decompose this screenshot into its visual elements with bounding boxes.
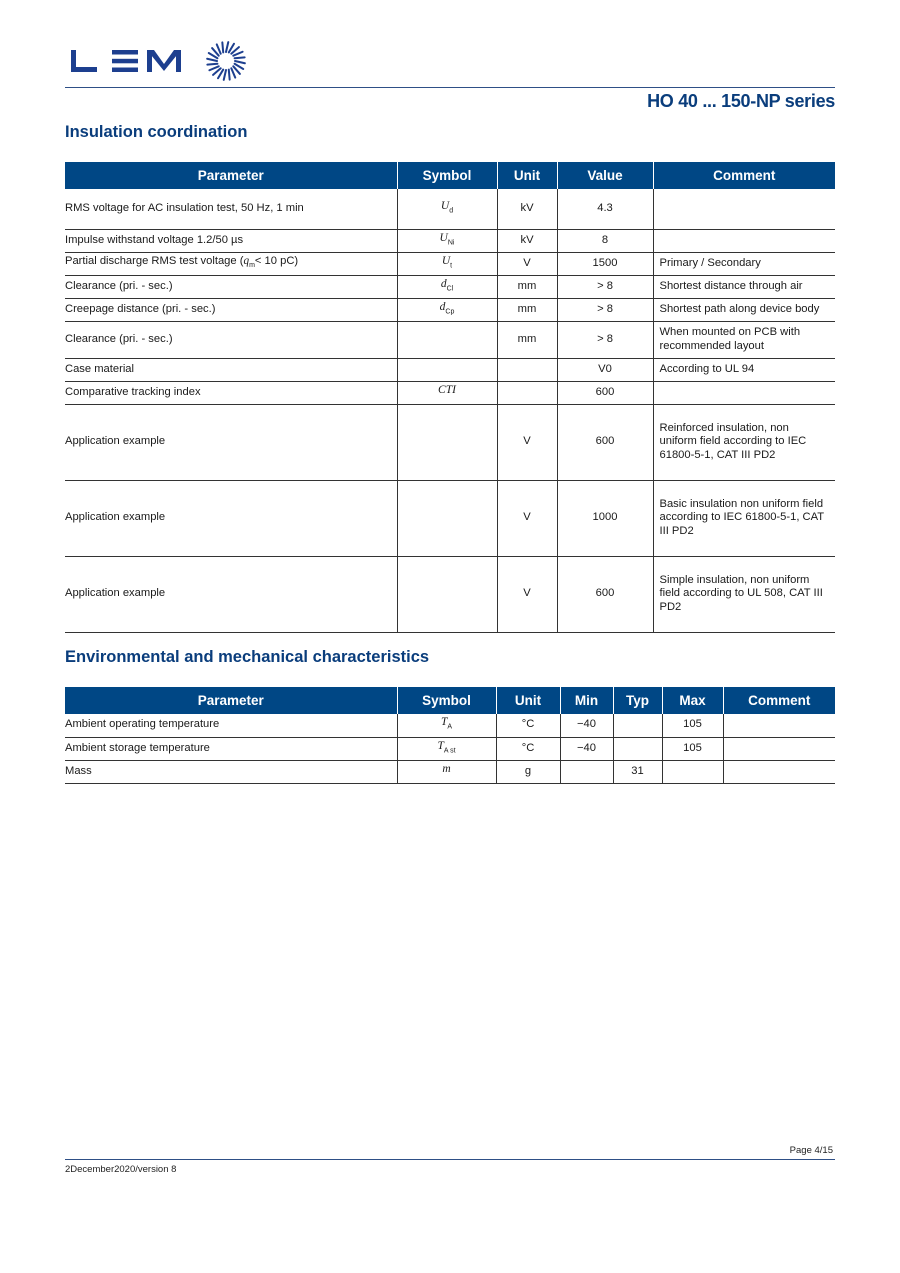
comment-cell: Simple insulation, non uniform field according to UL 508, CAT III PD2 — [653, 556, 835, 632]
column-header: Parameter — [65, 687, 397, 714]
column-header: Max — [662, 687, 723, 714]
sunburst-ray — [226, 42, 228, 52]
unit-cell: mm — [497, 321, 557, 358]
unit-cell: g — [496, 760, 560, 783]
max-cell — [662, 760, 723, 783]
symbol-cell: $U_{Ni}$ — [439, 231, 455, 246]
table-row — [65, 189, 835, 229]
unit-cell — [497, 381, 557, 404]
comment-cell: Reinforced insulation, non uniform field according to IEC 61800-5-1, CAT III PD2 — [653, 404, 835, 480]
unit-cell: kV — [497, 229, 557, 252]
symbol-cell: $U_t$ — [441, 254, 453, 269]
value-cell: > 8 — [557, 298, 653, 321]
unit-cell: mm — [497, 275, 557, 298]
table-row — [65, 298, 835, 321]
column-header: Typ — [613, 687, 662, 714]
parameter-cell: Mass — [65, 760, 397, 783]
page-number: Page 4/15 — [789, 1145, 833, 1156]
parameter-cell: Application example — [65, 556, 397, 632]
symbol-cell: $d_{Cl}$ — [440, 277, 454, 292]
value-cell: 1500 — [557, 252, 653, 275]
table-header-row — [65, 687, 835, 714]
unit-cell — [497, 358, 557, 381]
table-header-row — [65, 162, 835, 189]
value-cell: 4.3 — [557, 189, 653, 229]
version-info: 2December2020/version 8 — [65, 1164, 177, 1175]
column-header: Comment — [653, 162, 835, 189]
table-row — [65, 404, 835, 480]
typ-cell — [613, 737, 662, 760]
unit-cell: V — [497, 252, 557, 275]
max-cell: 105 — [662, 714, 723, 737]
sunburst-ray — [209, 66, 218, 70]
value-cell: > 8 — [557, 275, 653, 298]
sunburst-ray — [207, 64, 217, 65]
comment-cell — [653, 189, 835, 229]
comment-cell — [653, 229, 835, 252]
symbol-cell: $d_{Cp}$ — [439, 300, 455, 315]
sunburst-ray — [235, 57, 245, 58]
parameter-cell: Creepage distance (pri. - sec.) — [65, 298, 397, 321]
column-header: Value — [557, 162, 653, 189]
column-header: Parameter — [65, 162, 397, 189]
comment-cell: Primary / Secondary — [653, 252, 835, 275]
parameter-cell: Ambient storage temperature — [65, 737, 397, 760]
sunburst-ray — [224, 70, 226, 80]
comment-cell: Basic insulation non uniform field according to IEC 61800-5-1, CAT III PD2 — [653, 480, 835, 556]
lem-logo — [68, 38, 250, 84]
table-row — [65, 556, 835, 632]
table-row — [65, 714, 835, 737]
sunburst-ray — [222, 42, 223, 52]
insulation-section-title: Insulation coordination — [65, 123, 248, 141]
parameter-cell: Clearance (pri. - sec.) — [65, 275, 397, 298]
sunburst-ray — [207, 59, 217, 61]
table-row — [65, 252, 835, 275]
comment-cell — [723, 737, 835, 760]
sunburst-ray — [231, 68, 235, 77]
header-divider — [65, 87, 835, 88]
unit-cell: V — [497, 480, 557, 556]
parameter-cell: Impulse withstand voltage 1.2/50 µs — [65, 229, 397, 252]
unit-cell: kV — [497, 189, 557, 229]
parameter-cell: Application example — [65, 404, 397, 480]
value-cell: > 8 — [557, 321, 653, 358]
unit-cell: V — [497, 556, 557, 632]
unit-cell: °C — [496, 737, 560, 760]
unit-cell: °C — [496, 714, 560, 737]
value-cell: 600 — [557, 556, 653, 632]
lem-wordmark — [71, 50, 181, 72]
comment-cell — [723, 714, 835, 737]
symbol-cell: CTI — [438, 383, 456, 396]
footer-divider — [65, 1159, 835, 1160]
sunburst-ray — [235, 61, 245, 63]
table-row — [65, 737, 835, 760]
comment-cell: According to UL 94 — [653, 358, 835, 381]
parameter-cell: Case material — [65, 358, 397, 381]
insulation-table — [65, 162, 835, 633]
column-header: Symbol — [397, 687, 496, 714]
symbol-cell: $T_{A st}$ — [437, 739, 456, 754]
value-cell: 600 — [557, 381, 653, 404]
typ-cell — [613, 714, 662, 737]
sunburst-ray — [233, 52, 242, 56]
sunburst-ray — [217, 44, 221, 53]
column-header: Min — [560, 687, 613, 714]
parameter-cell: Comparative tracking index — [65, 381, 397, 404]
min-cell: −40 — [560, 714, 613, 737]
table-row — [65, 480, 835, 556]
max-cell: 105 — [662, 737, 723, 760]
value-cell: V0 — [557, 358, 653, 381]
min-cell — [560, 760, 613, 783]
column-header: Comment — [723, 687, 835, 714]
value-cell: 1000 — [557, 480, 653, 556]
column-header: Unit — [496, 687, 560, 714]
environmental-section-title: Environmental and mechanical characteristics — [65, 648, 430, 666]
symbol-cell: m — [442, 762, 451, 775]
unit-cell: mm — [497, 298, 557, 321]
comment-cell — [723, 760, 835, 783]
table-row — [65, 358, 835, 381]
table-row — [65, 321, 835, 358]
parameter-cell: Partial discharge RMS test voltage ($q_m< 10$ pC) — [65, 252, 397, 275]
parameter-cell: Clearance (pri. - sec.) — [65, 321, 397, 358]
table-row — [65, 229, 835, 252]
typ-cell: 31 — [613, 760, 662, 783]
symbol-cell: $U_d$ — [440, 199, 454, 215]
comment-cell: Shortest distance through air — [653, 275, 835, 298]
table-row — [65, 275, 835, 298]
column-header: Unit — [497, 162, 557, 189]
unit-cell: V — [497, 404, 557, 480]
parameter-cell: RMS voltage for AC insulation test, 50 Hz, 1 min — [65, 189, 397, 229]
parameter-cell: Application example — [65, 480, 397, 556]
parameter-cell: Ambient operating temperature — [65, 714, 397, 737]
value-cell: 600 — [557, 404, 653, 480]
series-title: HO 40 ... 150-NP series — [647, 91, 835, 111]
min-cell: −40 — [560, 737, 613, 760]
table-row — [65, 760, 835, 783]
comment-cell: When mounted on PCB with recommended layout — [653, 321, 835, 358]
sunburst-icon — [207, 42, 245, 80]
symbol-cell: $T_A$ — [440, 716, 453, 731]
sunburst-ray — [229, 70, 230, 80]
table-row — [65, 381, 835, 404]
comment-cell: Shortest path along device body — [653, 298, 835, 321]
environmental-table — [65, 687, 835, 784]
column-header: Symbol — [397, 162, 497, 189]
comment-cell — [653, 381, 835, 404]
value-cell: 8 — [557, 229, 653, 252]
